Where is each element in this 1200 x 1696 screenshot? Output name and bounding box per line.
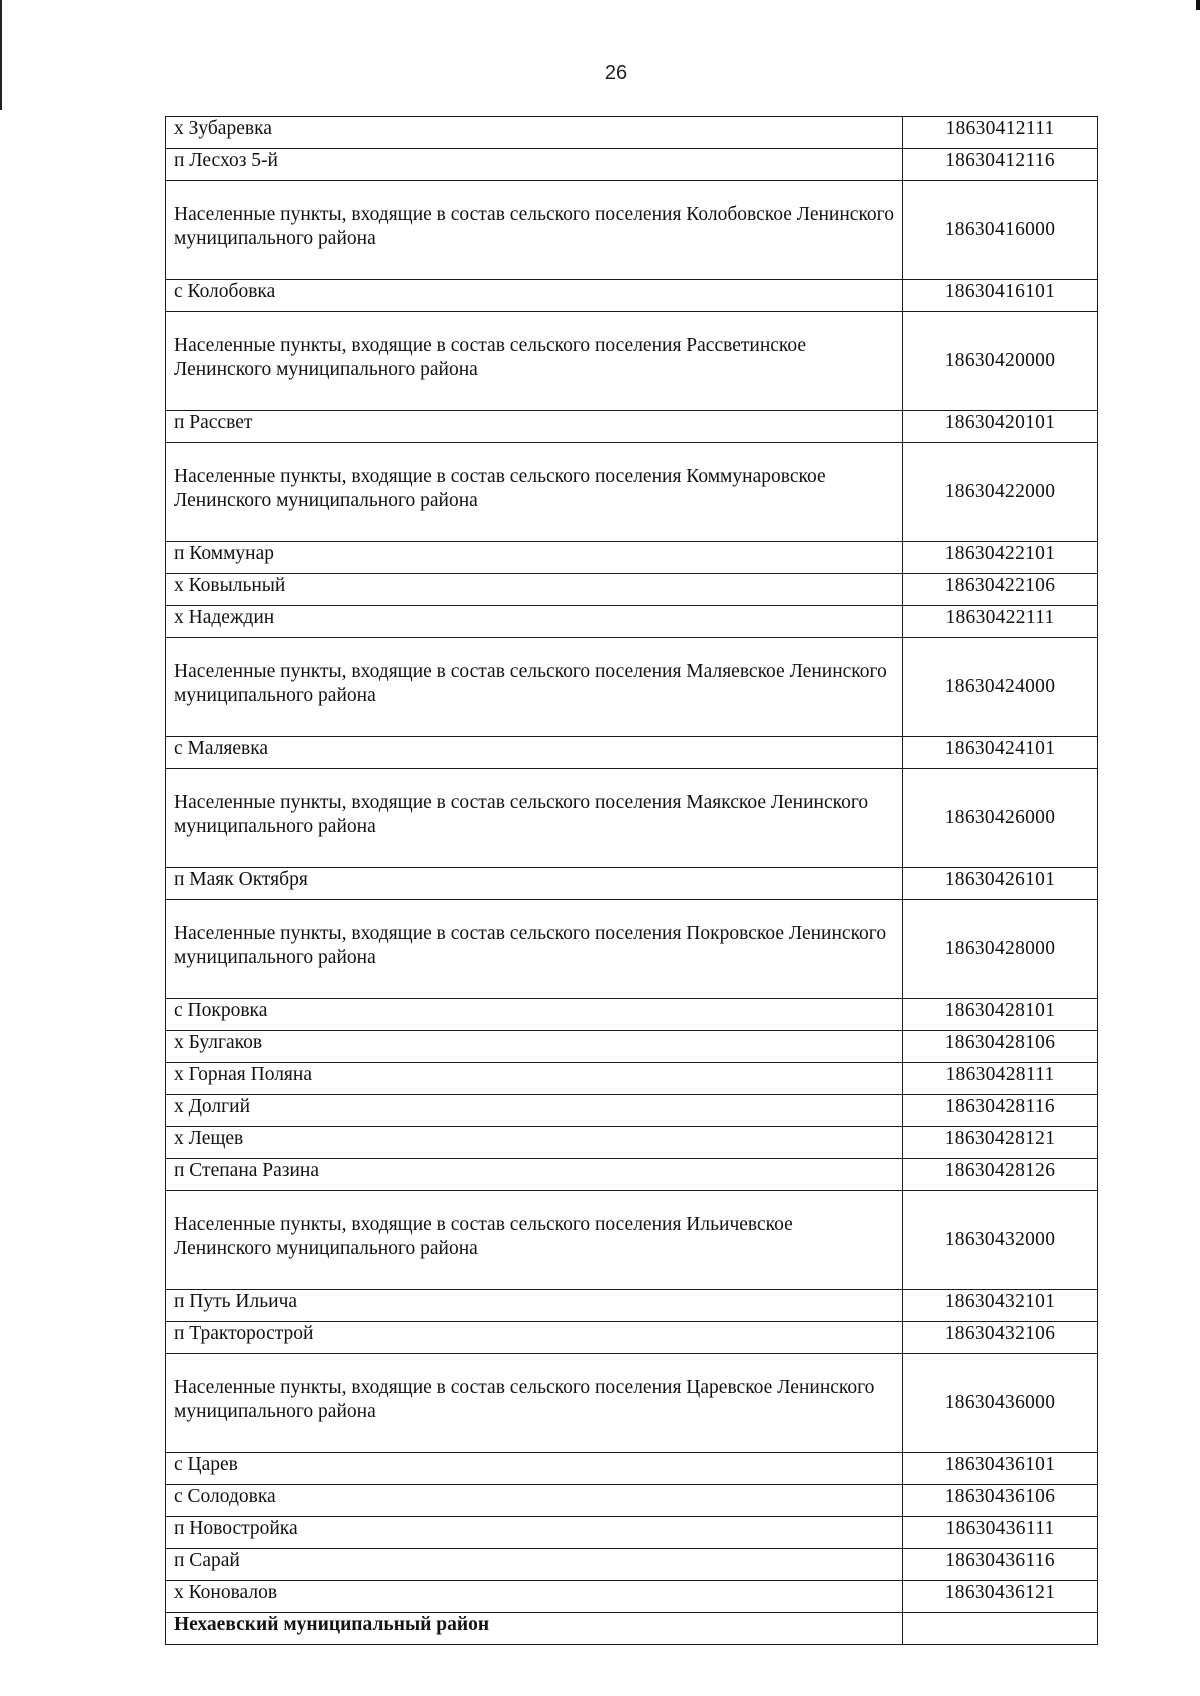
oktmo-code-cell: 18630436111 xyxy=(903,1517,1098,1549)
settlement-name-cell: Населенные пункты, входящие в состав сельского поселения Ильичевское Ленинского муниципального района xyxy=(166,1191,903,1290)
settlement-group-row xyxy=(166,443,1098,542)
oktmo-code-cell: 18630428000 xyxy=(903,900,1098,999)
settlement-name-cell: Населенные пункты, входящие в состав сельского поселения Покровское Ленинского муниципального района xyxy=(166,900,903,999)
oktmo-code-cell: 18630424000 xyxy=(903,638,1098,737)
oktmo-code-cell: 18630428106 xyxy=(903,1031,1098,1063)
district-heading-row xyxy=(166,1613,1098,1645)
oktmo-code-cell: 18630412111 xyxy=(903,117,1098,149)
settlement-name-cell: п Коммунар xyxy=(166,542,903,574)
settlement-row xyxy=(166,574,1098,606)
settlement-group-row xyxy=(166,181,1098,280)
oktmo-code-cell: 18630436116 xyxy=(903,1549,1098,1581)
settlement-group-row xyxy=(166,312,1098,411)
settlement-row xyxy=(166,1127,1098,1159)
settlement-row xyxy=(166,1517,1098,1549)
settlement-name-cell: п Степана Разина xyxy=(166,1159,903,1191)
oktmo-code-cell: 18630422111 xyxy=(903,606,1098,638)
settlement-row xyxy=(166,1322,1098,1354)
settlement-name-cell: х Булгаков xyxy=(166,1031,903,1063)
settlement-name-cell: х Коновалов xyxy=(166,1581,903,1613)
settlement-name-cell: с Царев xyxy=(166,1453,903,1485)
settlement-name-cell: х Горная Поляна xyxy=(166,1063,903,1095)
settlement-name-cell: Населенные пункты, входящие в состав сельского поселения Маякское Ленинского муниципального района xyxy=(166,769,903,868)
oktmo-code-cell: 18630428101 xyxy=(903,999,1098,1031)
settlement-name-cell: х Долгий xyxy=(166,1095,903,1127)
settlement-name-cell: п Новостройка xyxy=(166,1517,903,1549)
settlement-name-cell: с Колобовка xyxy=(166,280,903,312)
settlement-group-row xyxy=(166,638,1098,737)
oktmo-code-cell: 18630432101 xyxy=(903,1290,1098,1322)
settlement-row xyxy=(166,1453,1098,1485)
oktmo-code-cell: 18630416000 xyxy=(903,181,1098,280)
settlement-name-cell: п Рассвет xyxy=(166,411,903,443)
settlement-name-cell: Населенные пункты, входящие в состав сельского поселения Царевское Ленинского муниципального района xyxy=(166,1354,903,1453)
settlement-name-cell: п Маяк Октября xyxy=(166,868,903,900)
settlement-name-cell: Населенные пункты, входящие в состав сельского поселения Рассветинское Ленинского муниципального района xyxy=(166,312,903,411)
district-name-cell: Нехаевский муниципальный район xyxy=(166,1613,903,1645)
oktmo-code-cell: 18630426101 xyxy=(903,868,1098,900)
settlement-name-cell: п Путь Ильича xyxy=(166,1290,903,1322)
settlement-group-row xyxy=(166,1354,1098,1453)
settlement-name-cell: с Маляевка xyxy=(166,737,903,769)
settlement-name-cell: Населенные пункты, входящие в состав сельского поселения Колобовское Ленинского муниципального района xyxy=(166,181,903,280)
settlement-row xyxy=(166,117,1098,149)
oktmo-code-cell: 18630428111 xyxy=(903,1063,1098,1095)
settlement-row xyxy=(166,280,1098,312)
oktmo-code-cell: 18630432106 xyxy=(903,1322,1098,1354)
oktmo-code-cell: 18630432000 xyxy=(903,1191,1098,1290)
settlement-row xyxy=(166,1485,1098,1517)
settlement-row xyxy=(166,1549,1098,1581)
settlement-row xyxy=(166,737,1098,769)
oktmo-code-cell: 18630422101 xyxy=(903,542,1098,574)
scan-edge-mark-left xyxy=(0,0,2,110)
settlement-name-cell: х Зубаревка xyxy=(166,117,903,149)
oktmo-code-cell: 18630412116 xyxy=(903,149,1098,181)
page-number: 26 xyxy=(604,62,628,84)
oktmo-code-cell: 18630436106 xyxy=(903,1485,1098,1517)
settlement-name-cell: Населенные пункты, входящие в состав сельского поселения Коммунаровское Ленинского муниципального района xyxy=(166,443,903,542)
settlement-name-cell: с Солодовка xyxy=(166,1485,903,1517)
table-body xyxy=(166,117,1098,1645)
settlement-name-cell: х Надеждин xyxy=(166,606,903,638)
settlement-name-cell: х Лещев xyxy=(166,1127,903,1159)
settlement-row xyxy=(166,1095,1098,1127)
oktmo-code-cell: 18630436000 xyxy=(903,1354,1098,1453)
settlement-name-cell: с Покровка xyxy=(166,999,903,1031)
settlement-code-table xyxy=(165,116,1098,1645)
oktmo-code-cell xyxy=(903,1613,1098,1645)
settlement-row xyxy=(166,1063,1098,1095)
settlement-group-row xyxy=(166,769,1098,868)
settlement-row xyxy=(166,1031,1098,1063)
oktmo-code-cell: 18630426000 xyxy=(903,769,1098,868)
settlement-name-cell: Населенные пункты, входящие в состав сельского поселения Маляевское Ленинского муниципального района xyxy=(166,638,903,737)
settlement-name-cell: х Ковыльный xyxy=(166,574,903,606)
settlement-row xyxy=(166,606,1098,638)
oktmo-code-cell: 18630422000 xyxy=(903,443,1098,542)
settlement-group-row xyxy=(166,1191,1098,1290)
settlement-row xyxy=(166,411,1098,443)
settlement-name-cell: п Сарай xyxy=(166,1549,903,1581)
oktmo-code-cell: 18630436101 xyxy=(903,1453,1098,1485)
oktmo-code-cell: 18630420101 xyxy=(903,411,1098,443)
settlement-row xyxy=(166,1159,1098,1191)
settlement-name-cell: п Лесхоз 5-й xyxy=(166,149,903,181)
settlement-name-cell: п Тракторострой xyxy=(166,1322,903,1354)
oktmo-code-cell: 18630420000 xyxy=(903,312,1098,411)
settlement-row xyxy=(166,868,1098,900)
settlement-group-row xyxy=(166,900,1098,999)
oktmo-code-cell: 18630428116 xyxy=(903,1095,1098,1127)
oktmo-code-cell: 18630416101 xyxy=(903,280,1098,312)
oktmo-code-cell: 18630428121 xyxy=(903,1127,1098,1159)
scan-edge-mark xyxy=(1196,0,1200,10)
oktmo-code-cell: 18630424101 xyxy=(903,737,1098,769)
settlement-row xyxy=(166,1290,1098,1322)
settlement-row xyxy=(166,149,1098,181)
settlement-row xyxy=(166,1581,1098,1613)
oktmo-code-cell: 18630428126 xyxy=(903,1159,1098,1191)
settlement-row xyxy=(166,999,1098,1031)
oktmo-code-cell: 18630422106 xyxy=(903,574,1098,606)
settlement-row xyxy=(166,542,1098,574)
oktmo-code-cell: 18630436121 xyxy=(903,1581,1098,1613)
